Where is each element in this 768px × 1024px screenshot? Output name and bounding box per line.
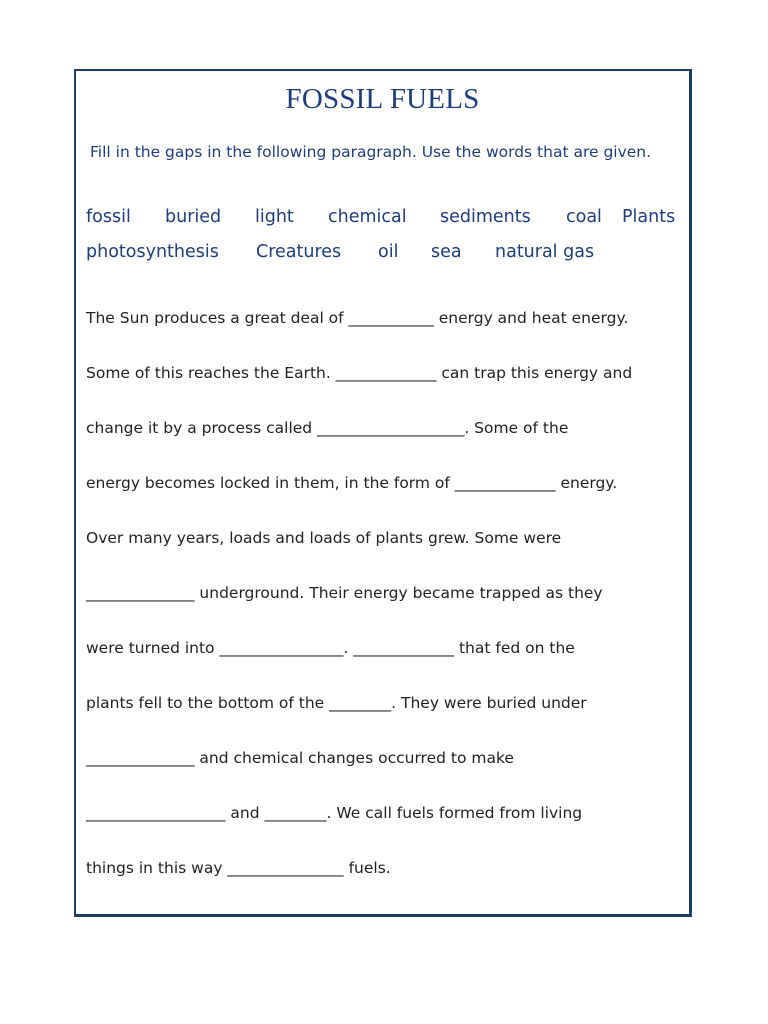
paragraph-line: __________________ and ________. We call fuels formed from living [86, 804, 583, 822]
word-bank-item: photosynthesis [86, 242, 219, 262]
paragraph-line: Over many years, loads and loads of plants grew. Some were [86, 529, 562, 547]
word-bank-item: light [255, 207, 294, 227]
paragraph-line: ______________ underground. Their energy became trapped as they [86, 584, 603, 602]
word-bank-item: chemical [328, 207, 407, 227]
word-bank-item: buried [165, 207, 222, 227]
paragraph-line: Some of this reaches the Earth. _____________ can trap this energy and [86, 364, 633, 382]
word-bank-item: oil [378, 242, 399, 262]
paragraph-line: plants fell to the bottom of the ________. They were buried under [86, 694, 587, 712]
word-bank-item: natural gas [495, 242, 595, 262]
paragraph-line: change it by a process called ___________________. Some of the [86, 419, 569, 437]
word-bank-item: Plants [622, 207, 676, 227]
word-bank-item: coal [566, 207, 602, 227]
paragraph-line: energy becomes locked in them, in the form of _____________ energy. [86, 474, 618, 492]
worksheet-title: FOSSIL FUELS [285, 83, 480, 115]
paragraph-line: ______________ and chemical changes occurred to make [86, 749, 514, 767]
instructions: Fill in the gaps in the following paragraph. Use the words that are given. [90, 143, 652, 161]
word-bank-item: sediments [440, 207, 531, 227]
word-bank-item: fossil [86, 207, 131, 227]
worksheet [74, 69, 692, 917]
word-bank-item: Creatures [256, 242, 342, 262]
paragraph-line: things in this way _______________ fuels. [86, 859, 391, 877]
paragraph-line: The Sun produces a great deal of ___________ energy and heat energy. [86, 309, 629, 327]
word-bank-item: sea [431, 242, 462, 262]
paragraph-line: were turned into ________________. _____________ that fed on the [86, 639, 575, 657]
